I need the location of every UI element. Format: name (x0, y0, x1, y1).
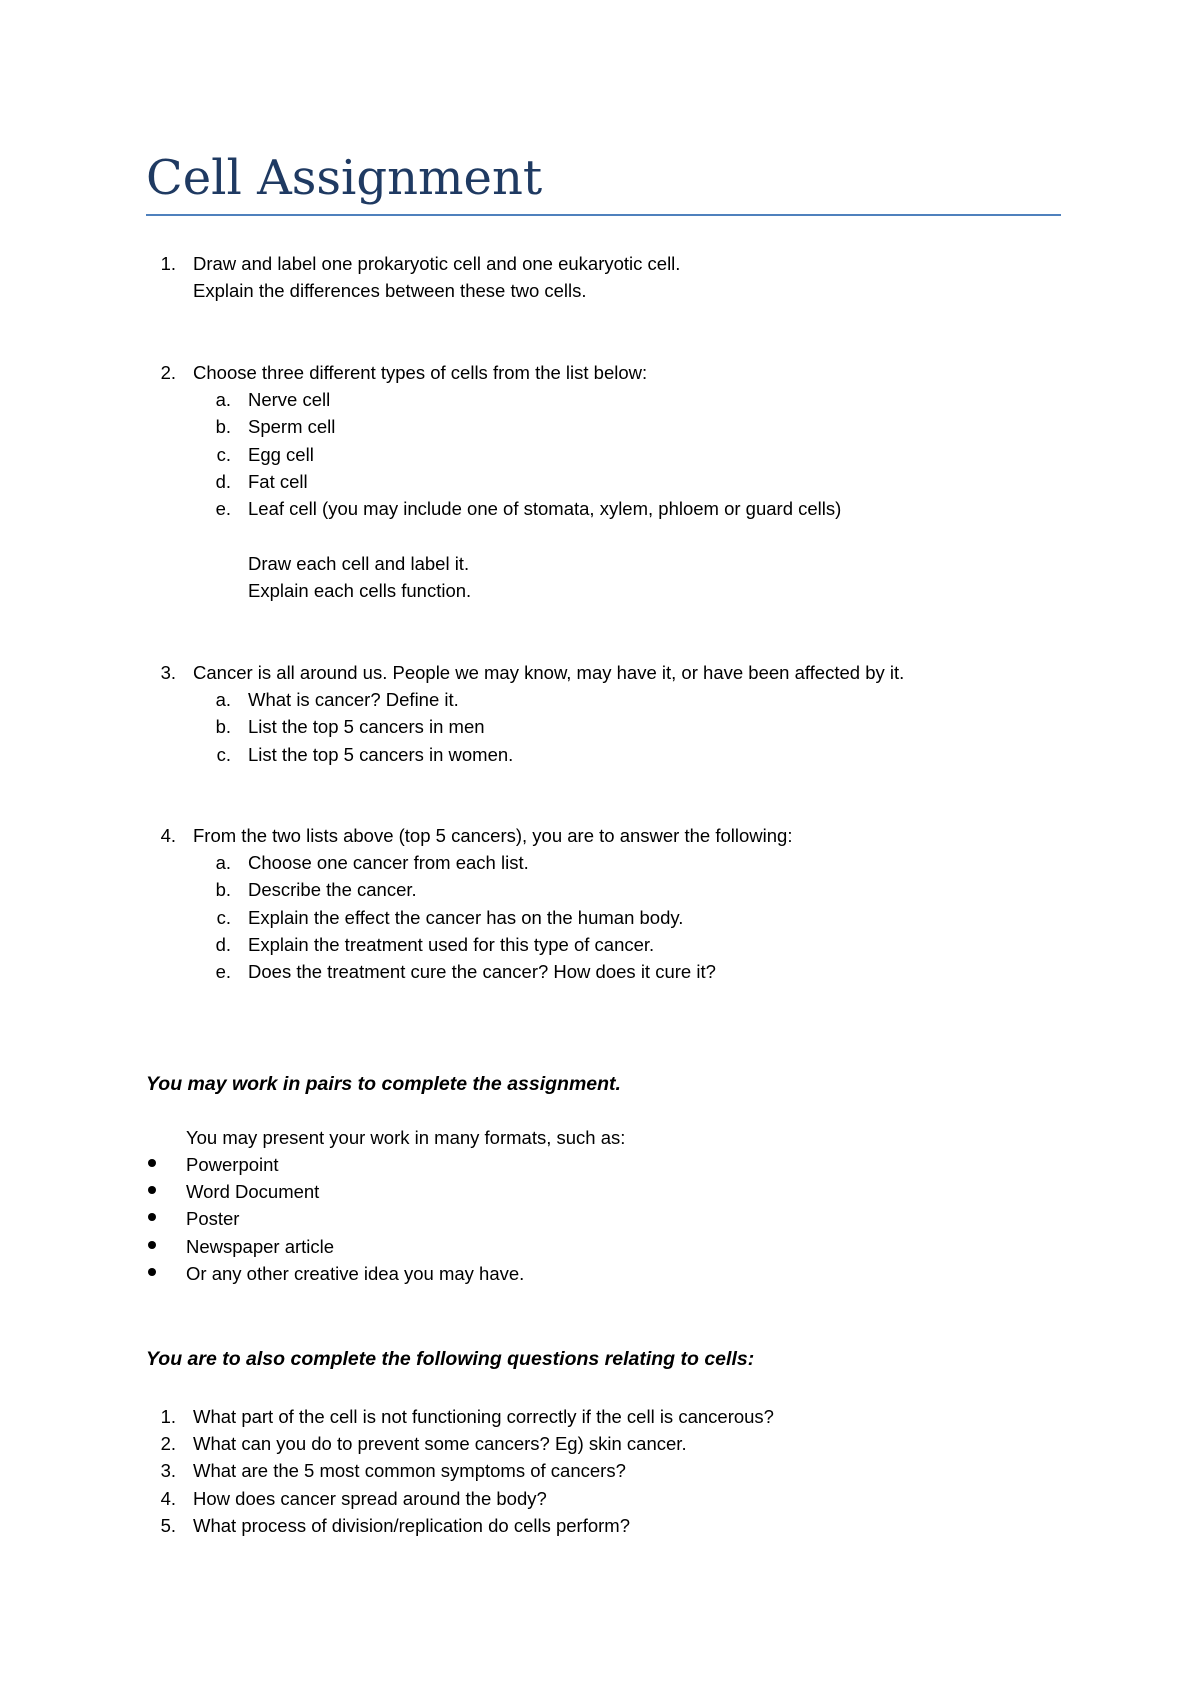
format-item: Powerpoint (186, 1154, 279, 1175)
q3-number: 3. (160, 662, 176, 683)
question-number: 4. (160, 1488, 176, 1509)
title-underline (146, 214, 1061, 216)
q4-item-text: Explain the treatment used for this type of cancer. (248, 934, 655, 955)
q4-number: 4. (160, 825, 176, 846)
q3-item-label: b. (215, 716, 231, 737)
q4-item-label: a. (215, 852, 231, 873)
format-item: Or any other creative idea you may have. (186, 1263, 525, 1284)
q2-item-text: Leaf cell (you may include one of stomata, xylem, phloem or guard cells) (248, 498, 842, 519)
q2-item-text: Nerve cell (248, 389, 331, 410)
q2-item-label: e. (215, 498, 231, 519)
q2-item-label: d. (215, 471, 231, 492)
q4-item-label: c. (216, 907, 231, 928)
q3-item-text: List the top 5 cancers in men (248, 716, 485, 737)
bullet-icon (148, 1241, 156, 1249)
questions-heading: You are to also complete the following questions relating to cells: (146, 1348, 755, 1370)
q3-item-text: List the top 5 cancers in women. (248, 744, 514, 765)
q1-number: 1. (160, 253, 176, 274)
q4-item-text: Does the treatment cure the cancer? How does it cure it? (248, 961, 716, 982)
q2-item-label: a. (215, 389, 231, 410)
q4-item-label: d. (215, 934, 231, 955)
bullet-icon (148, 1213, 156, 1221)
question-text: What are the 5 most common symptoms of cancers? (193, 1460, 626, 1481)
question-text: What process of division/replication do cells perform? (193, 1515, 630, 1536)
q4-item-label: e. (215, 961, 231, 982)
question-number: 5. (160, 1515, 176, 1536)
q2-item-text: Egg cell (248, 444, 314, 465)
bullet-icon (148, 1159, 156, 1167)
q4-item-text: Choose one cancer from each list. (248, 852, 529, 873)
q4-item-text: Explain the effect the cancer has on the human body. (248, 907, 684, 928)
question-number: 3. (160, 1460, 176, 1481)
format-item: Newspaper article (186, 1236, 335, 1257)
bullet-icon (148, 1186, 156, 1194)
formats-intro: You may present your work in many formats, such as: (186, 1127, 626, 1148)
q2-note1: Draw each cell and label it. (248, 553, 470, 574)
q4-text: From the two lists above (top 5 cancers), you are to answer the following: (193, 825, 793, 846)
page-title: Cell Assignment (146, 150, 543, 206)
question-text: How does cancer spread around the body? (193, 1488, 547, 1509)
format-item: Poster (186, 1208, 240, 1229)
q4-item-text: Describe the cancer. (248, 879, 417, 900)
q2-item-text: Sperm cell (248, 416, 336, 437)
q3-item-label: a. (215, 689, 231, 710)
question-number: 2. (160, 1433, 176, 1454)
q2-item-label: c. (216, 444, 231, 465)
format-item: Word Document (186, 1181, 320, 1202)
q2-number: 2. (160, 362, 176, 383)
q2-note2: Explain each cells function. (248, 580, 472, 601)
q1-line2: Explain the differences between these two cells. (193, 280, 587, 301)
q2-text: Choose three different types of cells from the list below: (193, 362, 648, 383)
q2-item-text: Fat cell (248, 471, 308, 492)
q3-item-label: c. (216, 744, 231, 765)
q4-item-label: b. (215, 879, 231, 900)
q3-text: Cancer is all around us. People we may know, may have it, or have been affected by it. (193, 662, 905, 683)
pairs-heading: You may work in pairs to complete the assignment. (146, 1073, 621, 1095)
q1-line1: Draw and label one prokaryotic cell and one eukaryotic cell. (193, 253, 681, 274)
question-text: What part of the cell is not functioning correctly if the cell is cancerous? (193, 1406, 774, 1427)
q3-item-text: What is cancer? Define it. (248, 689, 459, 710)
question-text: What can you do to prevent some cancers? Eg) skin cancer. (193, 1433, 687, 1454)
question-number: 1. (160, 1406, 176, 1427)
q2-item-label: b. (215, 416, 231, 437)
bullet-icon (148, 1268, 156, 1276)
